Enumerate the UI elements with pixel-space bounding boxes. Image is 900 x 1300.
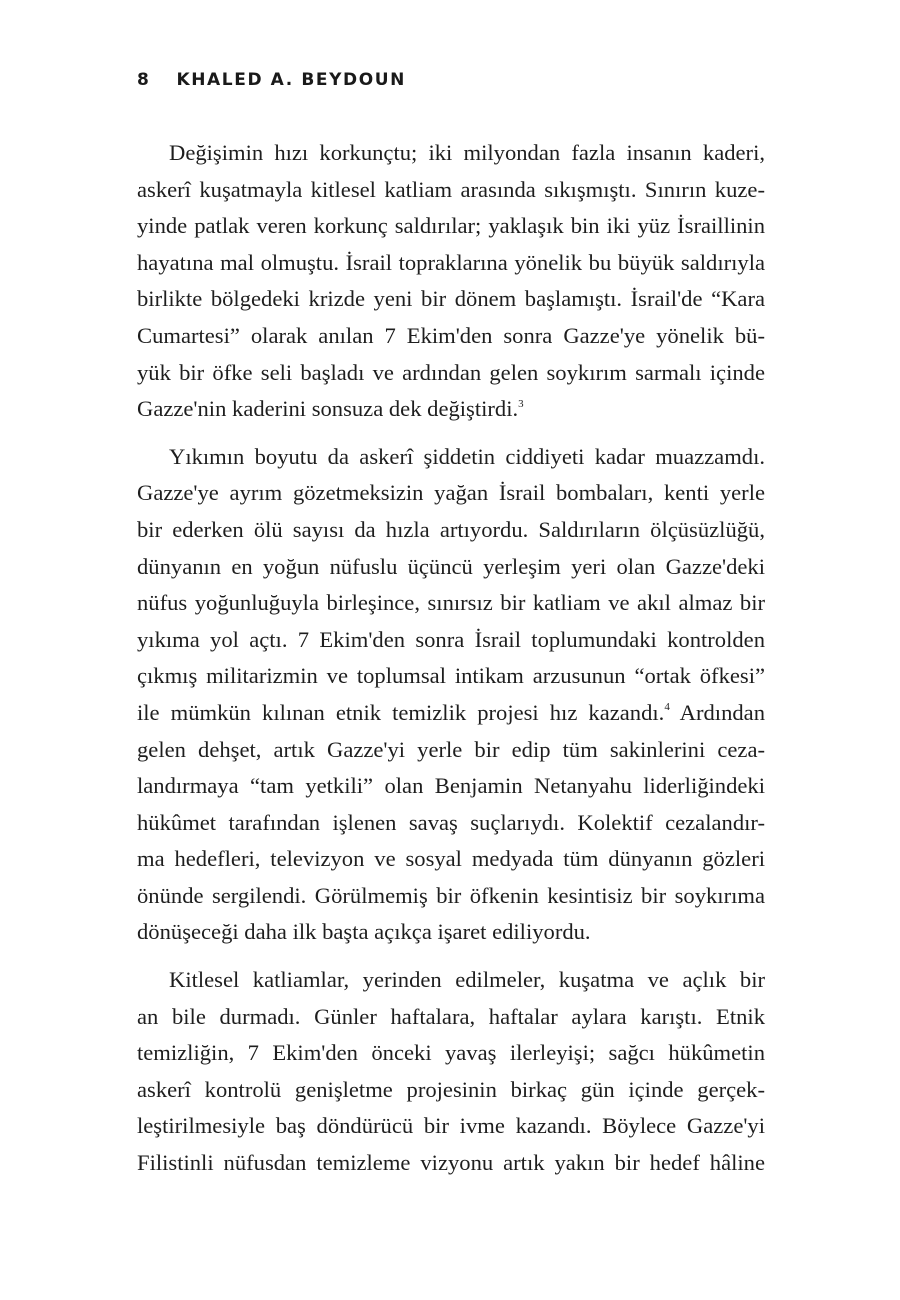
text-line: Değişimin hızı korkunçtu; iki milyondan fazla insanın kaderi, [169, 140, 765, 165]
footnote-marker[interactable]: 3 [518, 397, 524, 410]
text-line [137, 391, 765, 428]
text-line [137, 695, 765, 732]
text-line: Kitlesel katliamlar, yerinden edilmeler, kuşatma ve açlık bir [169, 967, 765, 993]
text-line: Gazze'ye ayrım gözetmeksizin yağan İsrail bombaları, kenti yerle [137, 480, 765, 506]
text-line: hükûmet tarafından işlenen savaş suçlarıydı. Kolektif cezalandır- [137, 809, 765, 835]
paragraph-2 [137, 439, 765, 951]
text-line: leştirilmesiyle baş döndürücü bir ivme kazandı. Böylece Gazze'yi [137, 1113, 765, 1139]
text-line: hayatına mal olmuştu. İsrail topraklarına yönelik bu büyük saldırıyla [137, 249, 765, 275]
text-line: nüfus yoğunluğuyla birleşince, sınırsız bir katliam ve akıl almaz bir [137, 590, 765, 616]
text-line-content: Gazze'nin kaderini sonsuza dek değiştirdi. [137, 396, 519, 422]
text-line: yük bir öfke seli başladı ve ardından gelen soykırım sarmalı içinde [137, 359, 765, 385]
text-line-content [137, 700, 670, 725]
paragraph-3 [137, 962, 765, 1182]
running-header [137, 70, 406, 90]
text-line: Cumartesi” olarak anılan 7 Ekim'den sonra Gazze'ye yönelik bü- [137, 322, 765, 348]
text-line: temizliğin, 7 Ekim'den önceki yavaş ilerleyişi; sağcı hükûmetin [137, 1040, 765, 1066]
text-line: ma hedefleri, televizyon ve sosyal medyada tüm dünyanın gözleri [137, 846, 765, 872]
author-name: KHALED A. BEYDOUN [176, 70, 406, 90]
text-line: çıkmış militarizmin ve toplumsal intikam arzusunun “ortak öfkesi” [137, 663, 765, 689]
text-line: birlikte bölgedeki krizde yeni bir dönem başlamıştı. İsrail'de “Kara [137, 286, 765, 312]
footnote-marker[interactable]: 4 [664, 701, 670, 714]
text-line: Yıkımın boyutu da askerî şiddetin ciddiyeti kadar muazzamdı. [169, 443, 765, 469]
paragraph-1 [137, 135, 765, 428]
text-line: dönüşeceği daha ilk başta açıkça işaret ediliyordu. [137, 919, 591, 945]
page-number: 8 [137, 70, 151, 90]
text-line: bir ederken ölü sayısı da hızla artıyordu. Saldırıların ölçüsüzlüğü, [137, 516, 765, 542]
body-text [137, 135, 765, 1182]
text-line: yinde patlak veren korkunç saldırılar; yaklaşık bin iki yüz İsraillinin [137, 213, 765, 239]
text-line: önünde sergilendi. Görülmemiş bir öfkenin kesintisiz bir soykırıma [137, 882, 765, 908]
text-line: gelen dehşet, artık Gazze'yi yerle bir edip tüm sakinlerini ceza- [137, 736, 765, 762]
text-line: dünyanın en yoğun nüfuslu üçüncü yerleşim yeri olan Gazze'deki [137, 553, 765, 579]
text-line: askerî kuşatmayla kitlesel katliam arasında sıkışmıştı. Sınırın kuze- [137, 176, 765, 202]
text-segment: Ardından [669, 699, 765, 725]
text-segment: ile mümkün kılınan etnik temizlik projesi hız kazandı. [137, 699, 665, 725]
text-line: Filistinli nüfusdan temizleme vizyonu artık yakın bir hedef hâline [137, 1150, 765, 1176]
text-line: askerî kontrolü genişletme projesinin birkaç gün içinde gerçek- [137, 1076, 765, 1102]
text-line: yıkıma yol açtı. 7 Ekim'den sonra İsrail toplumundaki kontrolden [137, 626, 765, 652]
text-line: an bile durmadı. Günler haftalara, haftalar aylara karıştı. Etnik [137, 1003, 765, 1029]
text-line: landırmaya “tam yetkili” olan Benjamin Netanyahu liderliğindeki [137, 773, 765, 799]
